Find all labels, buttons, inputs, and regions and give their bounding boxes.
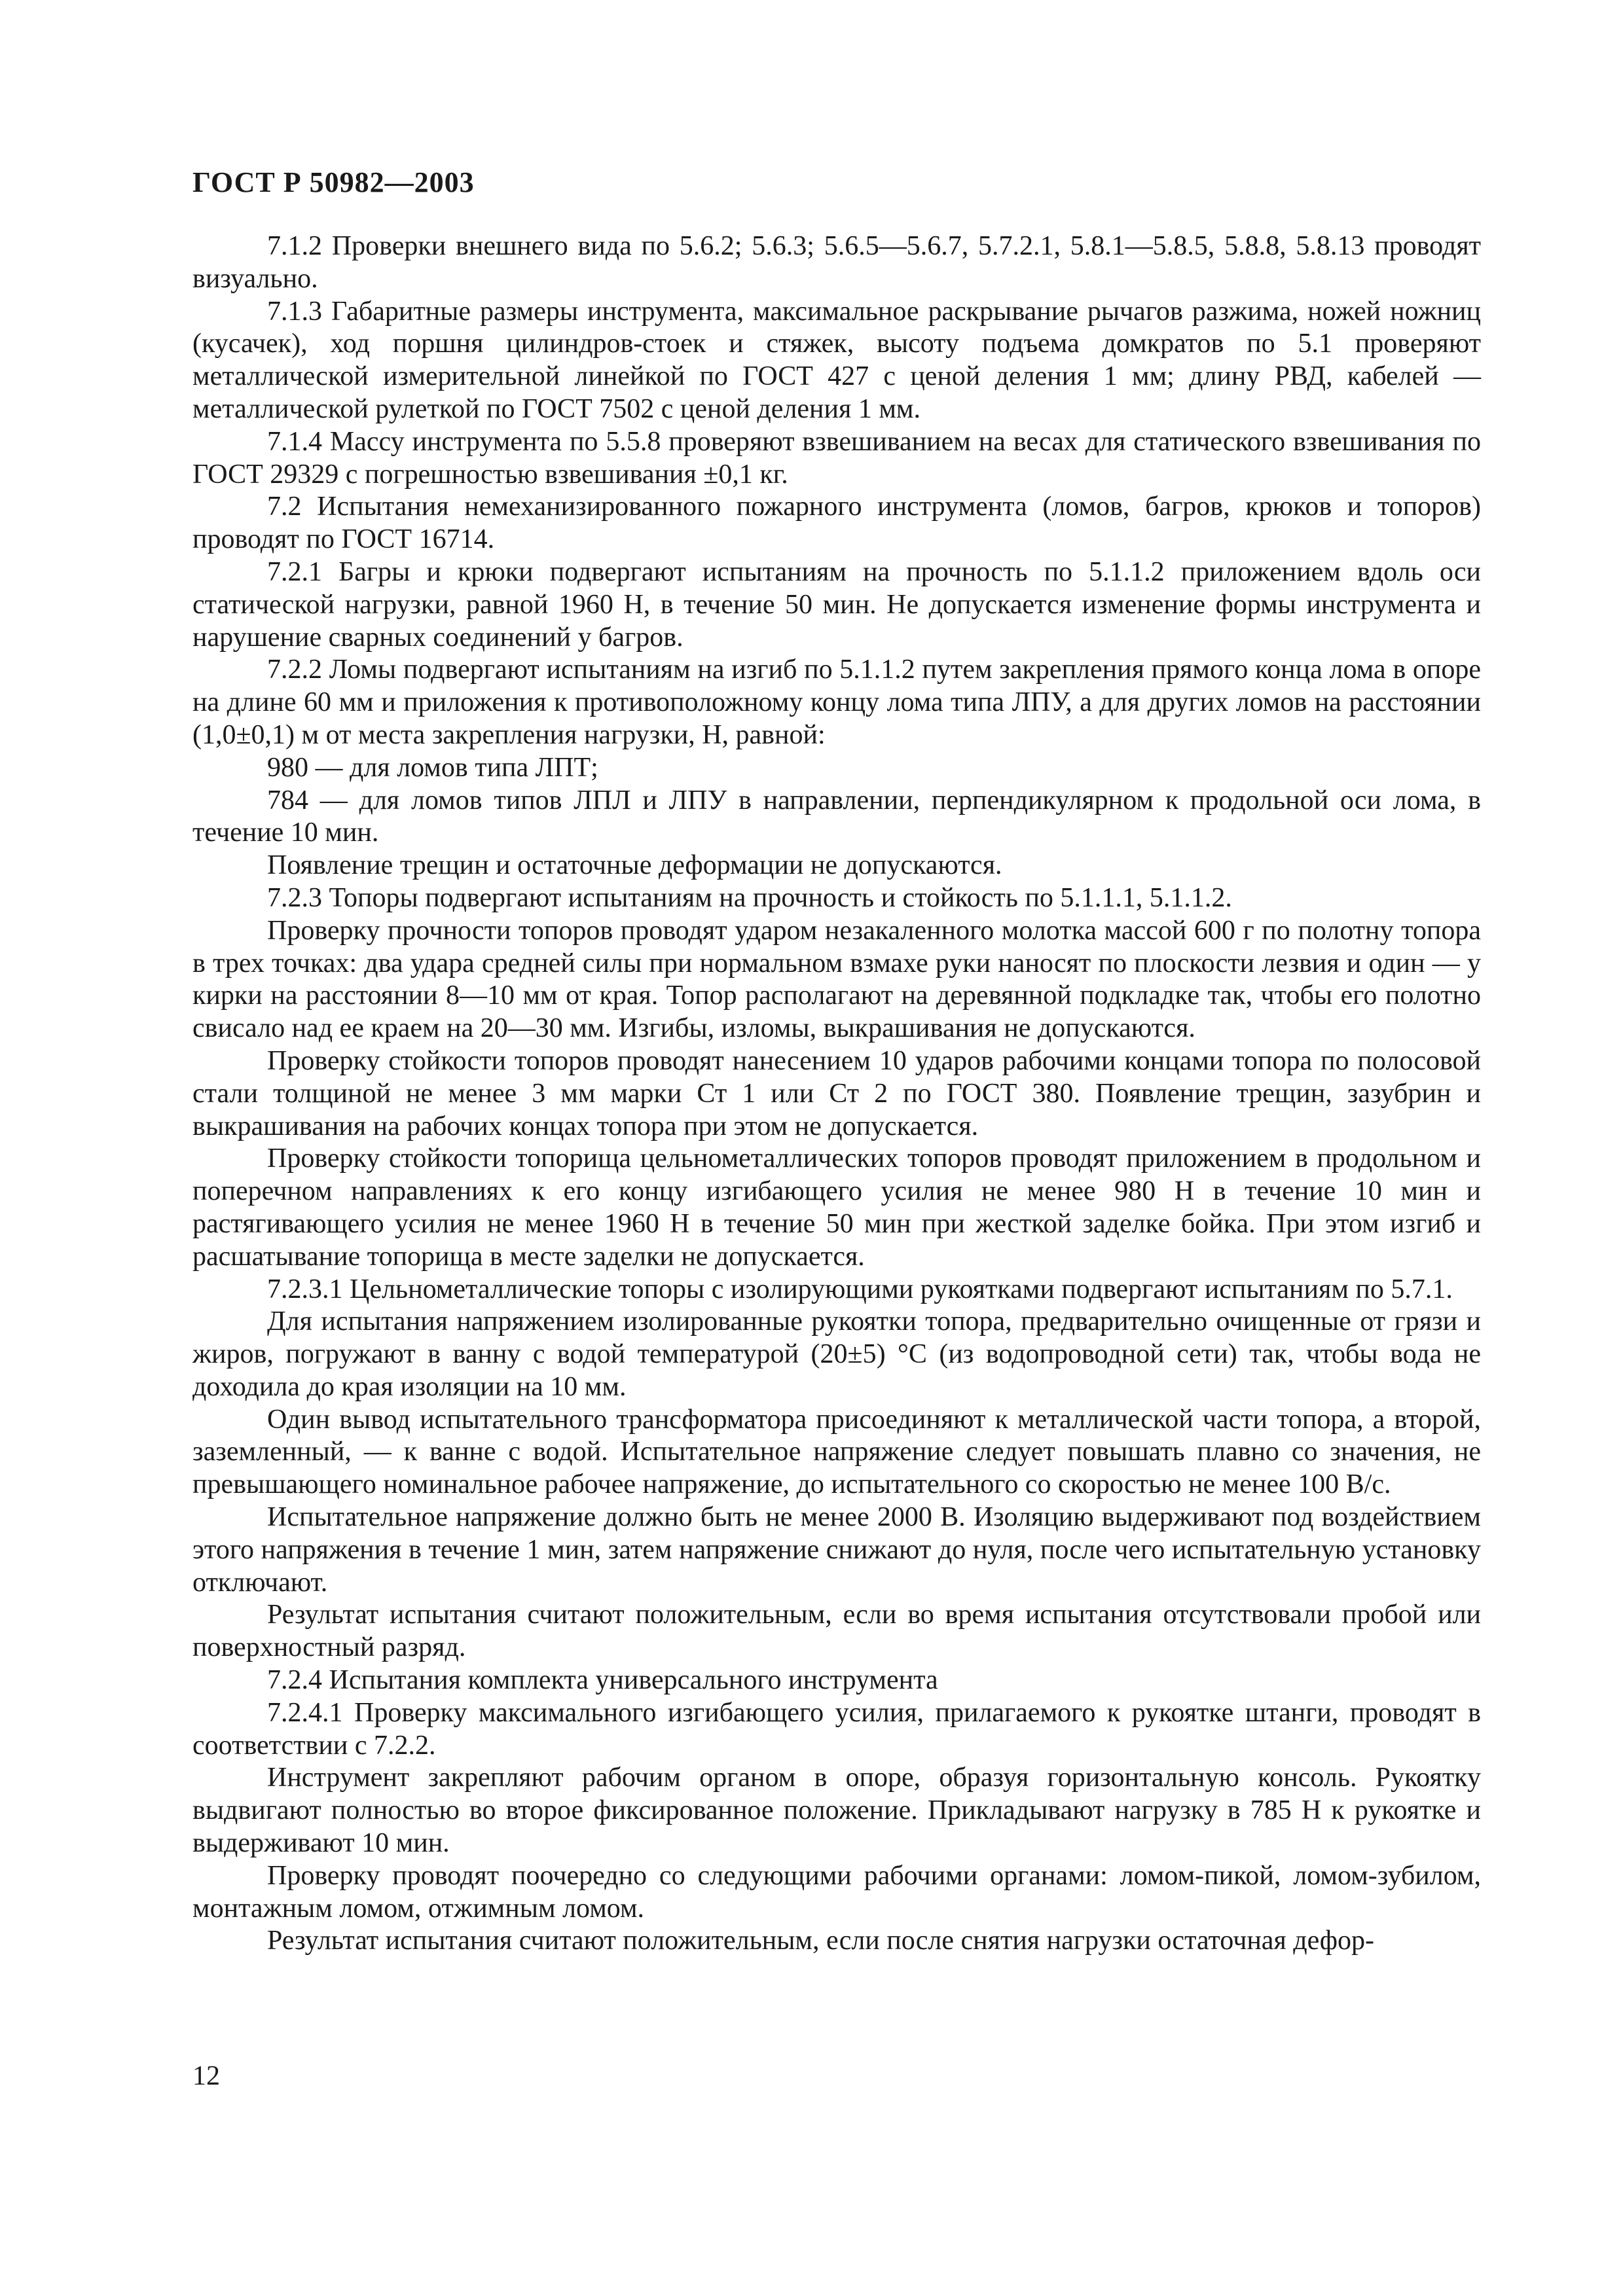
paragraph: Результат испытания считают положительным, если во время испытания отсутствовали пробой или поверхностный разряд. [192, 1600, 1481, 1663]
paragraph: Испытательное напряжение должно быть не менее 2000 В. Изоляцию выдерживают под воздействием этого напряжения в течение 1 мин, затем напряжение снижают до нуля, после чего испытательную установку отключают. [192, 1502, 1481, 1598]
paragraph: 7.2.1 Багры и крюки подвергают испытаниям на прочность по 5.1.1.2 приложением вдоль оси статической нагрузки, равной 1960 Н, в течение 50 мин. Не допускается изменение формы инструмента и нарушение сварных соединений у багров. [192, 556, 1481, 653]
paragraph: 7.2.2 Ломы подвергают испытаниям на изгиб по 5.1.1.2 путем закрепления прямого конца лома в опоре на длине 60 мм и приложения к противоположному концу лома типа ЛПУ, а для других ломов на расстоянии (1,0±0,1) м от места закрепления нагрузки, Н, равной: [192, 655, 1481, 750]
paragraph: 7.1.2 Проверки внешнего вида по 5.6.2; 5.6.3; 5.6.5—5.6.7, 5.7.2.1, 5.8.1—5.8.5, 5.8.8, 5.8.13 проводят визуально. [192, 231, 1481, 294]
paragraph: 7.2.4 Испытания комплекта универсального инструмента [267, 1665, 938, 1696]
paragraph: Проверку прочности топоров проводят ударом незакаленного молотка массой 600 г по полотну топора в трех точках: два удара средней силы при нормальном взмахе руки наносят по плоскости лезвия и один — у кирки на расстоянии 8—10 мм от края. Топор располагают на деревянной подкладке так, чтобы его полотно свисало над ее краем на 20—30 мм. Изгибы, изломы, выкрашивания не допускаются. [192, 915, 1481, 1044]
paragraph: 784 — для ломов типов ЛПЛ и ЛПУ в направлении, перпендикулярном к продольной оси лома, в течение 10 мин. [192, 785, 1481, 848]
paragraph: 7.1.3 Габаритные размеры инструмента, максимальное раскрывание рычагов разжима, ножей ножниц (кусачек), ход поршня цилиндров-стоек и стяжек, высоту подъема домкратов по 5.1 проверяют металлической измерительной линейкой по ГОСТ 427 с ценой деления 1 мм; длину РВД, кабелей — металлической рулеткой по ГОСТ 7502 с ценой деления 1 мм. [192, 296, 1481, 424]
document-body [192, 230, 1481, 1958]
paragraph: Проверку проводят поочередно со следующими рабочими органами: ломом-пикой, ломом-зубилом, монтажным ломом, отжимным ломом. [192, 1860, 1481, 1924]
paragraph: Инструмент закрепляют рабочим органом в опоре, образуя горизонтальную консоль. Рукоятку выдвигают полностью во второе фиксированное положение. Прикладывают нагрузку в 785 Н к рукоятке и выдерживают 10 мин. [192, 1763, 1481, 1859]
page-number: 12 [192, 2061, 220, 2091]
paragraph: 7.2.3 Топоры подвергают испытаниям на прочность и стойкость по 5.1.1.1, 5.1.1.2. [267, 882, 1232, 913]
paragraph: Проверку стойкости топорища цельнометаллических топоров проводят приложением в продольном и поперечном направлениях к его концу изгибающего усилия не менее 980 Н в течение 10 мин и растягивающего усилия не менее 1960 Н в течение 50 мин при жесткой заделке бойка. При этом изгиб и расшатывание топорища в месте заделки не допускается. [192, 1143, 1481, 1272]
paragraph: Результат испытания считают положительным, если после снятия нагрузки остаточная дефор- [267, 1926, 1374, 1956]
paragraph: 7.2 Испытания немеханизированного пожарного инструмента (ломов, багров, крюков и топоров) проводят по ГОСТ 16714. [192, 492, 1481, 555]
paragraph: 7.2.4.1 Проверку максимального изгибающего усилия, прилагаемого к рукоятке штанги, проводят в соответствии с 7.2.2. [192, 1697, 1481, 1761]
paragraph: 7.1.4 Массу инструмента по 5.5.8 проверяют взвешиванием на весах для статического взвешивания по ГОСТ 29329 с погрешностью взвешивания ±0,1 кг. [192, 426, 1481, 490]
paragraph: Проверку стойкости топоров проводят нанесением 10 ударов рабочими концами топора по полосовой стали толщиной не менее 3 мм марки Ст 1 или Ст 2 по ГОСТ 380. Появление трещин, зазубрин и выкрашивания на рабочих концах топора при этом не допускается. [192, 1045, 1481, 1141]
paragraph: Для испытания напряжением изолированные рукоятки топора, предварительно очищенные от грязи и жиров, погружают в ванну с водой температурой (20±5) °С (из водопроводной сети) так, чтобы вода не доходила до края изоляции на 10 мм. [192, 1306, 1481, 1402]
paragraph: Появление трещин и остаточные деформации не допускаются. [267, 850, 1002, 881]
document-header: ГОСТ Р 50982—2003 [192, 166, 475, 198]
paragraph: 7.2.3.1 Цельнометаллические топоры с изолирующими рукоятками подвергают испытаниям по 5.7.1. [267, 1274, 1453, 1304]
paragraph: 980 — для ломов типа ЛПТ; [267, 752, 598, 783]
paragraph: Один вывод испытательного трансформатора присоединяют к металлической части топора, а второй, заземленный, — к ванне с водой. Испытательное напряжение следует повышать плавно со значения, не превышающего номинальное рабочее напряжение, до испытательного со скоростью не менее 100 В/с. [192, 1404, 1481, 1500]
